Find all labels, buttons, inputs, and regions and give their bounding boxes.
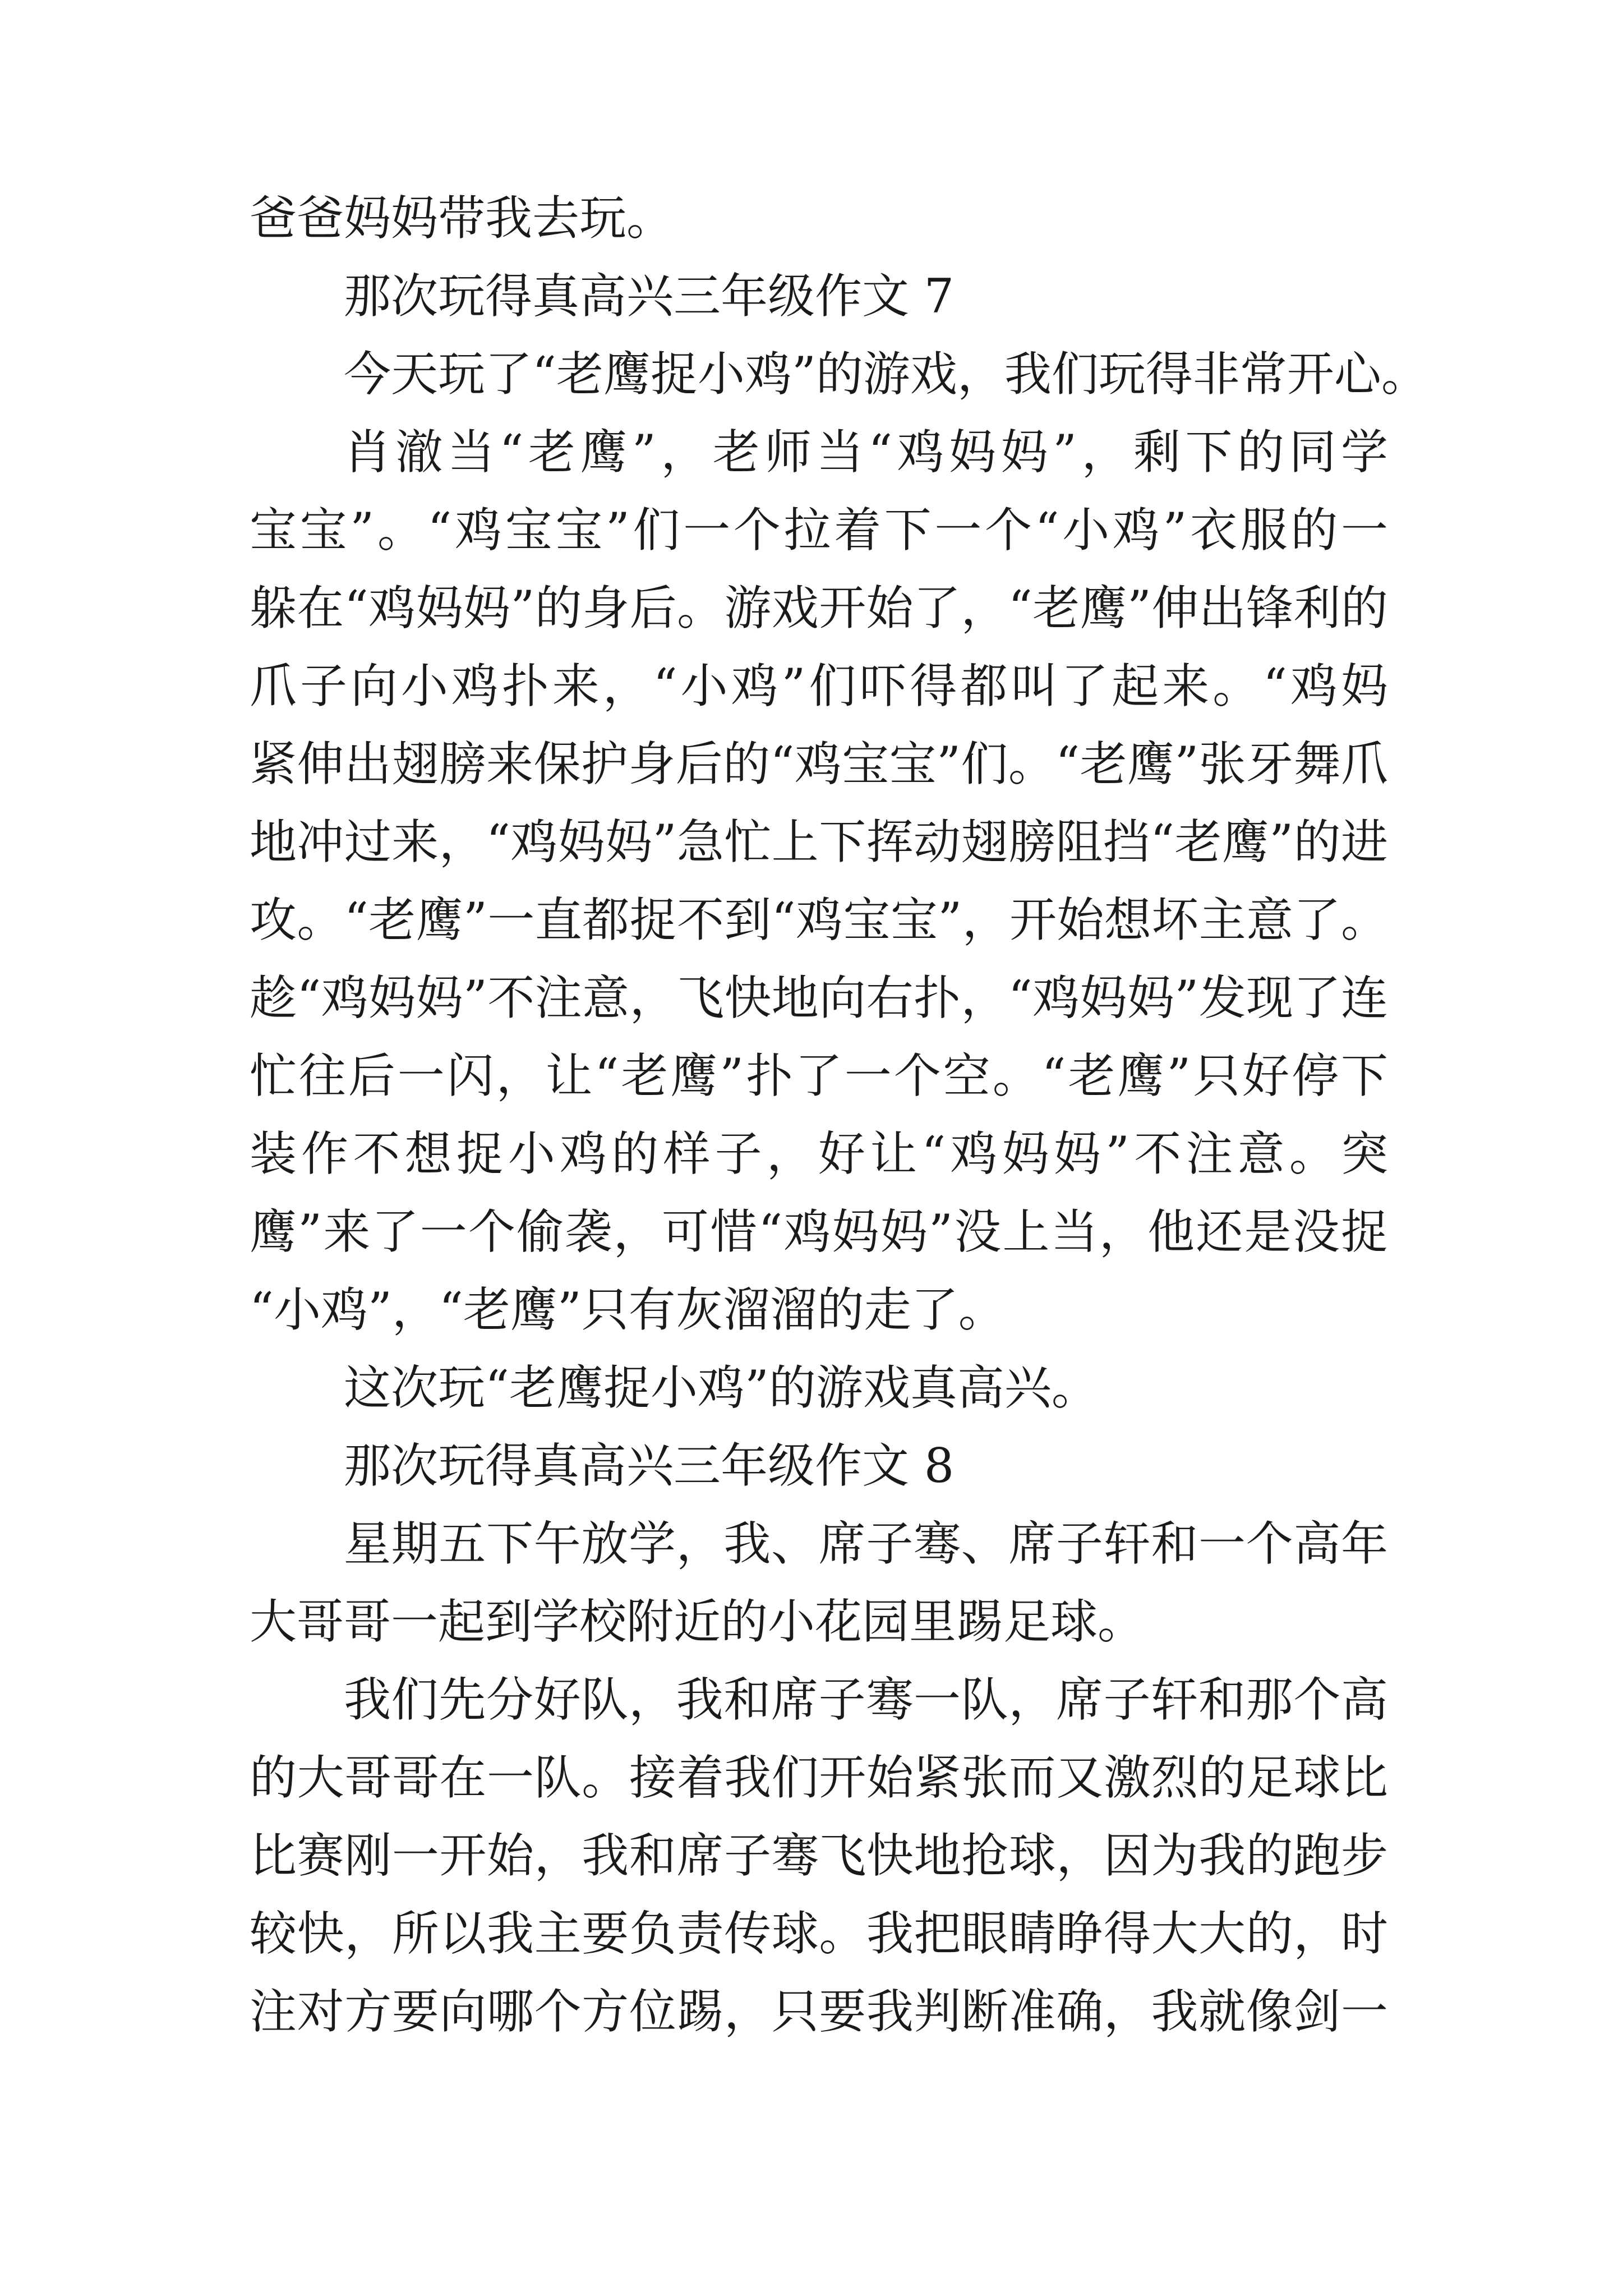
paragraph-line: 这次玩“老鹰捉小鸡”的游戏真高兴。	[344, 1360, 1099, 1415]
paragraph-line: 大哥哥一起到学校附近的小花园里踢足球。	[250, 1594, 1145, 1649]
document-body	[250, 180, 1428, 2051]
paragraph-line: 爸爸妈妈带我去玩。	[250, 191, 674, 246]
paragraph-line: 比赛刚一开始，我和席子骞飞快地抢球，因为我的跑步	[250, 1828, 1388, 1883]
paragraph-line: 装作不想捉小鸡的样子，好让“鸡妈妈”不注意。突	[250, 1126, 1388, 1181]
paragraph-line: 爪子向小鸡扑来，“小鸡”们吓得都叫了起来。“鸡妈	[250, 659, 1388, 714]
paragraph-line: 肖澈当“老鹰”，老师当“鸡妈妈”，剩下的同学	[344, 425, 1388, 480]
paragraph-line: 鹰”来了一个偷袭，可惜“鸡妈妈”没上当，他还是没捉	[250, 1204, 1388, 1259]
section-heading: 那次玩得真高兴三年级作文 7	[344, 269, 955, 324]
paragraph-line: 趁“鸡妈妈”不注意，飞快地向右扑，“鸡妈妈”发现了连	[250, 970, 1388, 1025]
paragraph-line: “小鸡”，“老鹰”只有灰溜溜的走了。	[250, 1282, 1006, 1337]
paragraph-line: 忙往后一闪，让“老鹰”扑了一个空。“老鹰”只好停下	[250, 1048, 1388, 1103]
paragraph-line: 宝宝”。“鸡宝宝”们一个拉着下一个“小鸡”衣服的一	[250, 503, 1388, 558]
paragraph-line: 较快，所以我主要负责传球。我把眼睛睁得大大的，时	[250, 1906, 1388, 1961]
paragraph-line: 攻。“老鹰”一直都捉不到“鸡宝宝”，开始想坏主意了。	[250, 892, 1388, 947]
paragraph-line: 今天玩了“老鹰捉小鸡”的游戏，我们玩得非常开心。	[344, 347, 1428, 402]
paragraph-line: 地冲过来，“鸡妈妈”急忙上下挥动翅膀阻挡“老鹰”的进	[250, 815, 1388, 869]
paragraph-line: 的大哥哥在一队。接着我们开始紧张而又激烈的足球比	[250, 1750, 1388, 1805]
paragraph-line: 我们先分好队，我和席子骞一队，席子轩和那个高	[344, 1672, 1388, 1727]
paragraph-line: 紧伸出翅膀来保护身后的“鸡宝宝”们。“老鹰”张牙舞爪	[250, 737, 1388, 792]
section-heading: 那次玩得真高兴三年级作文 8	[344, 1438, 955, 1493]
paragraph-line: 星期五下午放学，我、席子骞、席子轩和一个高年	[344, 1516, 1388, 1571]
paragraph-line: 注对方要向哪个方位踢，只要我判断准确，我就像剑一	[250, 1984, 1388, 2039]
paragraph-line: 躲在“鸡妈妈”的身后。游戏开始了，“老鹰”伸出锋利的	[250, 581, 1388, 636]
